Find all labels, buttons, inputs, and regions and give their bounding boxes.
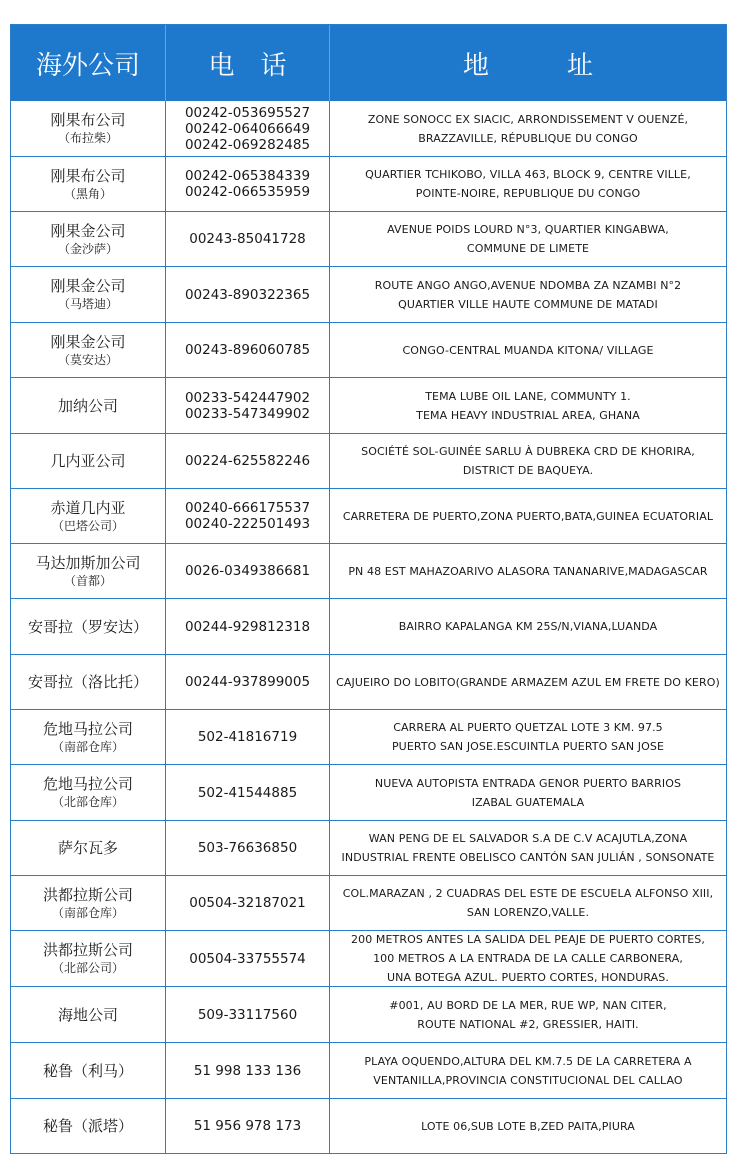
company-branch: （北部公司） — [51, 961, 124, 975]
address-line: PLAYA OQUENDO,ALTURA DEL KM.7.5 DE LA CARRETERA A — [364, 1054, 692, 1068]
company-cell — [11, 544, 166, 598]
phone-number: 00233-542447902 — [184, 389, 311, 406]
address-cell — [330, 1043, 726, 1098]
header-address: 地 址 — [462, 50, 593, 81]
address-line: COMMUNE DE LIMETE — [466, 242, 590, 255]
company-name: 加纳公司 — [57, 396, 118, 415]
phone-number: 51 998 133 136 — [193, 1062, 302, 1079]
table-row — [11, 156, 726, 211]
phone-number: 00242-053695527 — [184, 104, 311, 121]
phone-cell — [166, 876, 330, 930]
phone-cell — [166, 987, 330, 1042]
phone-number: 00233-547349902 — [184, 405, 311, 422]
address-line: NUEVA AUTOPISTA ENTRADA GENOR PUERTO BARRIOS — [374, 776, 682, 790]
address-cell — [330, 323, 726, 377]
address-line: TEMA LUBE OIL LANE, COMMUNTY 1. — [425, 389, 631, 403]
table-row — [11, 764, 726, 820]
address-line: CARRETERA DE PUERTO,ZONA PUERTO,BATA,GUINEA ECUATORIAL — [342, 509, 714, 523]
company-name: 洪都拉斯公司 — [42, 885, 133, 904]
address-line: 200 METROS ANTES LA SALIDA DEL PEAJE DE PUERTO CORTES, — [351, 933, 705, 946]
header-company: 海外公司 — [11, 25, 166, 101]
address-line: PUERTO SAN JOSE.ESCUINTLA PUERTO SAN JOSE — [391, 740, 665, 753]
company-cell — [11, 267, 166, 322]
address-cell — [330, 157, 726, 211]
company-cell — [11, 378, 166, 433]
company-branch: （莫安达） — [57, 352, 118, 367]
address-cell — [330, 710, 726, 764]
company-name: 刚果金公司 — [50, 277, 126, 295]
address-cell — [330, 765, 726, 820]
table-row — [11, 930, 726, 986]
company-cell — [11, 599, 166, 654]
address-line: AVENUE POIDS LOURD N°3, QUARTIER KINGABWA, — [387, 223, 669, 236]
contact-table — [10, 24, 727, 1154]
phone-number: 502-41816719 — [197, 729, 298, 745]
company-branch: （黑角） — [63, 186, 112, 201]
phone-number: 502-41544885 — [197, 784, 298, 801]
address-cell — [330, 544, 726, 598]
address-cell — [330, 378, 726, 433]
address-cell — [330, 821, 726, 875]
phone-cell — [166, 1099, 330, 1153]
company-name: 马达加斯加公司 — [35, 553, 141, 572]
company-branch: （布拉柴） — [57, 131, 118, 145]
phone-number: 00243-896060785 — [184, 342, 311, 358]
address-line: ZONE SONOCC EX SIACIC, ARRONDISSEMENT V OUENZÉ, — [367, 112, 689, 126]
phone-number: 509-33117560 — [197, 1006, 298, 1023]
table-row — [11, 709, 726, 764]
company-branch: （北部仓库） — [51, 795, 124, 809]
company-name: 几内亚公司 — [50, 452, 126, 470]
phone-cell — [166, 655, 330, 709]
phone-cell — [166, 931, 330, 986]
phone-cell — [166, 599, 330, 654]
phone-number: 00224-625582246 — [184, 453, 311, 469]
address-line: LOTE 06,SUB LOTE B,ZED PAITA,PIURA — [421, 1119, 635, 1133]
company-cell — [11, 655, 166, 709]
phone-cell — [166, 544, 330, 598]
phone-number: 00244-937899005 — [184, 674, 311, 690]
company-cell — [11, 323, 166, 377]
company-cell — [11, 101, 166, 156]
table-row — [11, 598, 726, 654]
phone-cell — [166, 157, 330, 211]
table-row — [11, 488, 726, 543]
address-cell — [330, 1099, 726, 1153]
phone-cell — [166, 489, 330, 543]
phone-number: 00242-066535959 — [184, 184, 311, 200]
address-line: VENTANILLA,PROVINCIA CONSTITUCIONAL DEL CALLAO — [373, 1073, 683, 1087]
address-cell — [330, 101, 726, 156]
phone-number: 00240-666175537 — [184, 500, 311, 516]
phone-cell — [166, 267, 330, 322]
phone-number: 00243-890322365 — [184, 286, 311, 303]
company-branch: （南部仓库） — [51, 739, 124, 754]
address-line: SOCIÉTÉ SOL-GUINÉE SARLU À DUBREKA CRD DE KHORIRA, — [361, 445, 695, 458]
phone-cell — [166, 212, 330, 266]
company-cell — [11, 157, 166, 211]
address-line: TEMA HEAVY INDUSTRIAL AREA, GHANA — [416, 408, 640, 422]
company-name: 刚果布公司 — [50, 166, 126, 185]
company-branch: （马塔迪） — [57, 297, 118, 311]
address-cell — [330, 931, 726, 986]
company-cell — [11, 765, 166, 820]
phone-number: 00244-929812318 — [184, 618, 311, 635]
address-cell — [330, 434, 726, 488]
company-branch: （首都） — [63, 573, 112, 588]
address-cell — [330, 987, 726, 1042]
address-line: COL.MARAZAN , 2 CUADRAS DEL ESTE DE ESCUELA ALFONSO XIII, — [342, 887, 714, 900]
table-row — [11, 986, 726, 1042]
company-name: 危地马拉公司 — [42, 775, 133, 793]
table-row — [11, 377, 726, 433]
table-row — [11, 433, 726, 488]
table-header — [11, 25, 726, 101]
phone-cell — [166, 710, 330, 764]
address-line: CONGO-CENTRAL MUANDA KITONA/ VILLAGE — [402, 343, 654, 357]
phone-number: 00240-222501493 — [184, 516, 311, 532]
address-line: CARRERA AL PUERTO QUETZAL LOTE 3 KM. 97.5 — [393, 721, 663, 734]
phone-number: 00242-065384339 — [184, 168, 311, 184]
phone-cell — [166, 1043, 330, 1098]
company-name: 刚果金公司 — [50, 332, 126, 351]
company-name: 刚果金公司 — [50, 221, 126, 240]
company-branch: （巴塔公司） — [51, 518, 124, 533]
table-row — [11, 1042, 726, 1098]
company-cell — [11, 212, 166, 266]
address-cell — [330, 599, 726, 654]
address-line: #001, AU BORD DE LA MER, RUE WP, NAN CITER, — [389, 998, 667, 1012]
table-row — [11, 543, 726, 598]
phone-number: 00242-069282485 — [184, 136, 311, 153]
table-row — [11, 322, 726, 377]
company-name: 萨尔瓦多 — [57, 839, 118, 857]
company-cell — [11, 1043, 166, 1098]
table-row — [11, 1098, 726, 1153]
address-line: ROUTE NATIONAL #2, GRESSIER, HAITI. — [417, 1017, 639, 1031]
company-branch: （金沙萨） — [57, 241, 118, 256]
company-cell — [11, 434, 166, 488]
address-line: SAN LORENZO,VALLE. — [466, 906, 590, 919]
address-line: POINTE-NOIRE, REPUBLIQUE DU CONGO — [415, 187, 641, 200]
phone-number: 00504-33755574 — [189, 950, 306, 967]
phone-number: 00504-32187021 — [189, 895, 306, 911]
address-cell — [330, 267, 726, 322]
phone-cell — [166, 378, 330, 433]
address-line: WAN PENG DE EL SALVADOR S.A DE C.V ACAJUTLA,ZONA — [368, 832, 688, 845]
address-line: DISTRICT DE BAQUEYA. — [462, 464, 594, 477]
company-cell — [11, 821, 166, 875]
company-name: 安哥拉（罗安达） — [27, 617, 148, 636]
table-row — [11, 654, 726, 709]
address-line: CAJUEIRO DO LOBITO(GRANDE ARMAZEM AZUL EM FRETE DO KERO) — [336, 675, 720, 689]
company-cell — [11, 987, 166, 1042]
company-name: 赤道几内亚 — [50, 498, 126, 517]
company-cell — [11, 710, 166, 764]
company-name: 秘鲁（派塔） — [42, 1117, 133, 1135]
table-row — [11, 820, 726, 875]
phone-cell — [166, 821, 330, 875]
company-name: 海地公司 — [57, 1005, 118, 1024]
phone-cell — [166, 101, 330, 156]
company-cell — [11, 931, 166, 986]
company-cell — [11, 1099, 166, 1153]
table-row — [11, 875, 726, 930]
address-cell — [330, 655, 726, 709]
phone-cell — [166, 765, 330, 820]
table-row — [11, 211, 726, 266]
phone-number: 00243-85041728 — [189, 231, 306, 247]
phone-cell — [166, 323, 330, 377]
phone-number: 51 956 978 173 — [193, 1118, 302, 1134]
address-line: PN 48 EST MAHAZOARIVO ALASORA TANANARIVE,MADAGASCAR — [348, 564, 708, 578]
address-cell — [330, 212, 726, 266]
address-line: QUARTIER TCHIKOBO, VILLA 463, BLOCK 9, CENTRE VILLE, — [365, 168, 691, 181]
company-name: 安哥拉（洛比托） — [27, 673, 148, 691]
header-phone: 电 话 — [166, 25, 330, 101]
address-cell — [330, 489, 726, 543]
company-name: 洪都拉斯公司 — [42, 941, 133, 959]
company-branch: （南部仓库） — [51, 905, 124, 920]
phone-number: 503-76636850 — [197, 840, 298, 856]
address-line: BRAZZAVILLE, RÉPUBLIQUE DU CONGO — [418, 131, 638, 145]
phone-number: 00242-064066649 — [184, 120, 311, 137]
company-name: 危地马拉公司 — [42, 719, 133, 738]
address-line: 100 METROS A LA ENTRADA DE LA CALLE CARBONERA, — [373, 952, 683, 965]
company-name: 秘鲁（利马） — [42, 1061, 133, 1080]
address-cell — [330, 876, 726, 930]
address-line: BAIRRO KAPALANGA KM 25S/N,VIANA,LUANDA — [398, 620, 658, 633]
phone-cell — [166, 434, 330, 488]
address-line: ROUTE ANGO ANGO,AVENUE NDOMBA ZA NZAMBI N°2 — [374, 278, 682, 292]
phone-number: 0026-0349386681 — [184, 563, 311, 579]
company-cell — [11, 876, 166, 930]
company-cell — [11, 489, 166, 543]
address-line: UNA BOTEGA AZUL. PUERTO CORTES, HONDURAS. — [387, 971, 669, 984]
address-line: QUARTIER VILLE HAUTE COMMUNE DE MATADI — [398, 297, 658, 311]
address-line: IZABAL GUATEMALA — [471, 795, 585, 809]
table-row — [11, 266, 726, 322]
table-row — [11, 101, 726, 156]
address-line: INDUSTRIAL FRENTE OBELISCO CANTÓN SAN JULIÁN , SONSONATE — [341, 851, 715, 864]
company-name: 刚果布公司 — [50, 111, 126, 129]
